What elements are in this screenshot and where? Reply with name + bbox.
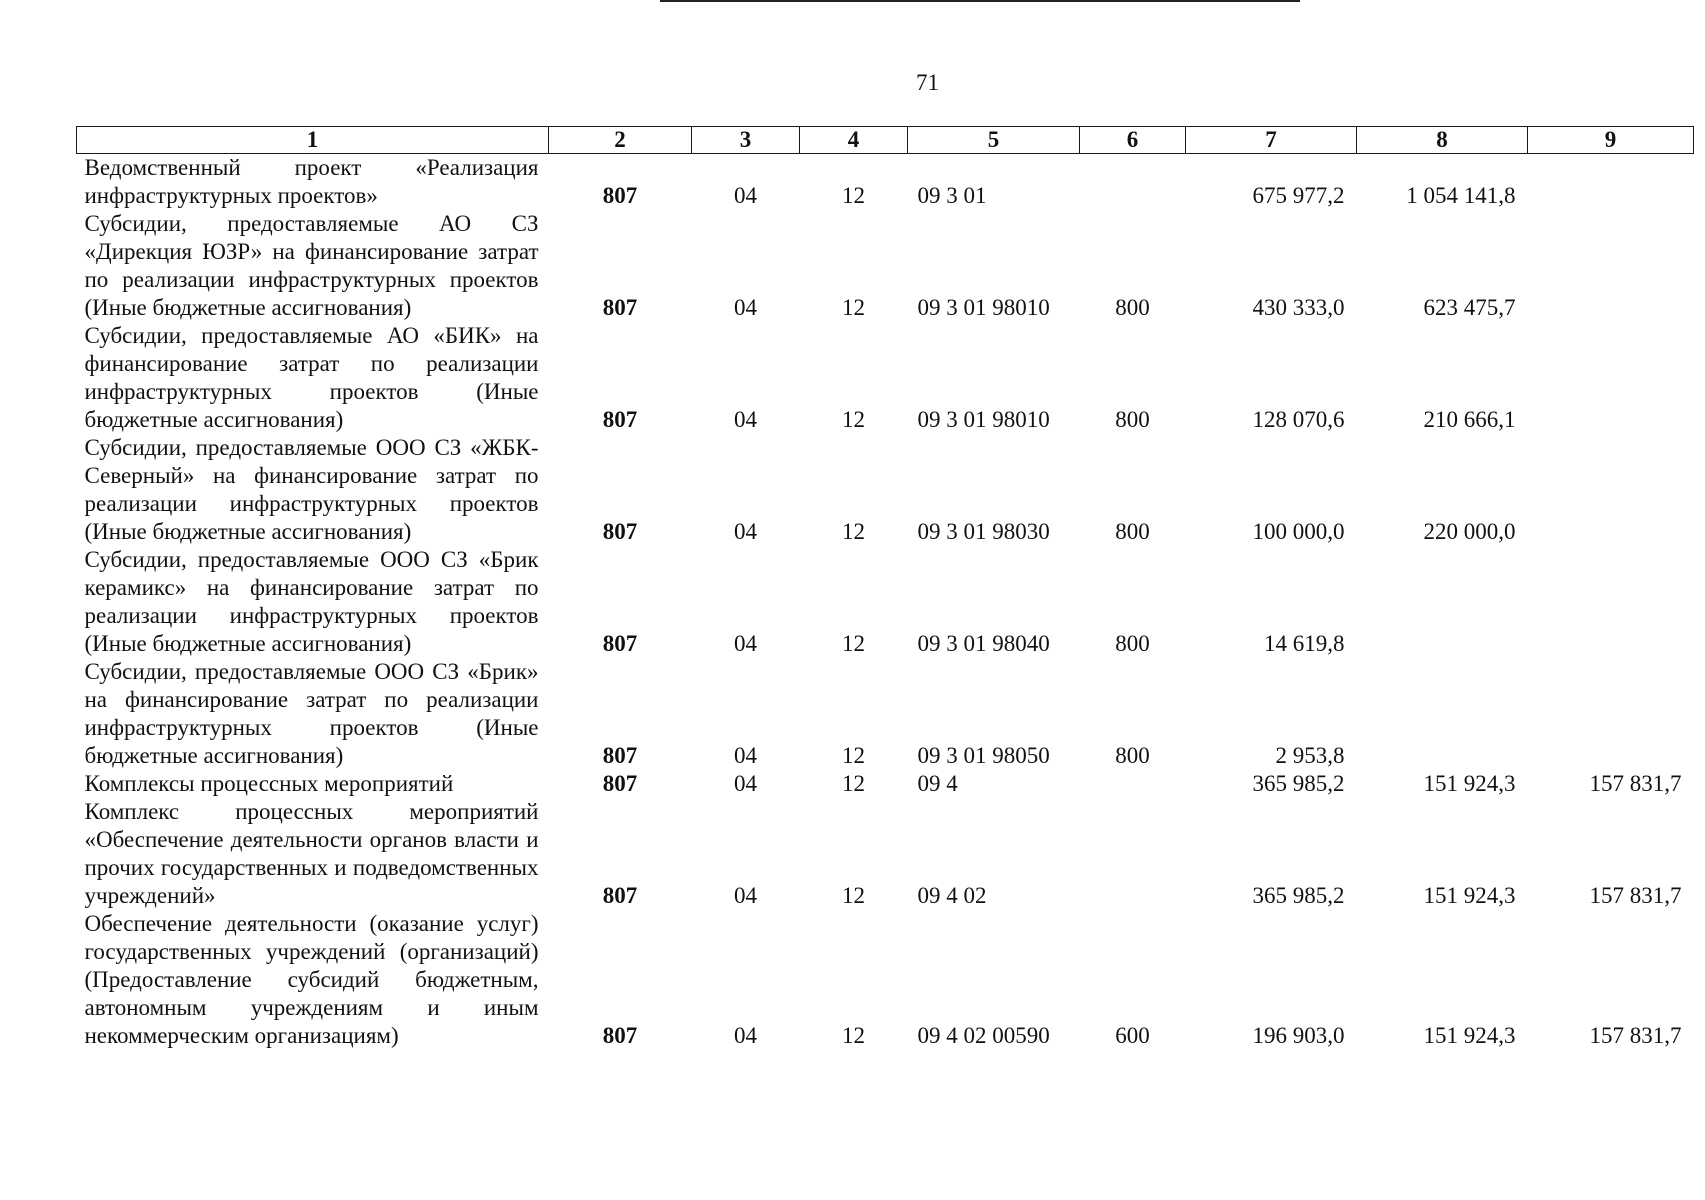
row-amount-1: 100 000,0	[1252, 519, 1345, 544]
row-amount-3	[1528, 322, 1694, 434]
row-rz: 04	[734, 407, 757, 432]
table-row	[77, 154, 1694, 211]
row-rz: 04	[734, 631, 757, 656]
row-amount-2	[1357, 658, 1528, 770]
row-amount-2: 151 924,3	[1423, 1023, 1516, 1048]
table-row	[77, 434, 1694, 546]
header-col-9: 9	[1528, 127, 1694, 154]
row-amount-1: 365 985,2	[1252, 883, 1345, 908]
row-csr: 09 3 01 98040	[917, 631, 1050, 656]
row-name: Субсидии, предоставляемые АО «БИК» на финансирование затрат по реализации инфраструктурных проектов (Иные бюджетные ассигнования)	[84, 323, 539, 432]
row-csr: 09 3 01	[917, 183, 987, 208]
row-csr: 09 3 01 98010	[917, 407, 1050, 432]
row-amount-2: 220 000,0	[1423, 519, 1516, 544]
row-pr: 12	[842, 743, 865, 768]
row-rz: 04	[734, 771, 757, 796]
row-amount-2: 151 924,3	[1423, 771, 1516, 796]
row-amount-3: 157 831,7	[1589, 1023, 1682, 1048]
row-amount-1: 14 619,8	[1264, 631, 1345, 656]
row-vr: 800	[1115, 631, 1150, 656]
row-amount-3	[1528, 658, 1694, 770]
top-scan-rule	[660, 0, 1300, 2]
row-amount-1: 430 333,0	[1252, 295, 1345, 320]
row-rz: 04	[734, 743, 757, 768]
row-vr: 800	[1115, 519, 1150, 544]
table-row	[77, 770, 1694, 798]
row-csr: 09 3 01 98030	[917, 519, 1050, 544]
row-amount-3	[1528, 210, 1694, 322]
row-pr: 12	[842, 519, 865, 544]
row-vr	[1080, 798, 1186, 910]
row-amount-3: 157 831,7	[1589, 771, 1682, 796]
header-col-2: 2	[549, 127, 692, 154]
row-rz: 04	[734, 295, 757, 320]
row-amount-3	[1528, 434, 1694, 546]
row-name: Обеспечение деятельности (оказание услуг) государственных учреждений (организаций) (Предоставление субсидий бюджетным, автономным учреждениям и иным некоммерческим организациям)	[84, 911, 539, 1048]
row-amount-3: 157 831,7	[1589, 883, 1682, 908]
row-glava: 807	[602, 631, 638, 656]
row-csr: 09 4 02 00590	[917, 1023, 1050, 1048]
table-row	[77, 910, 1694, 1050]
row-rz: 04	[734, 183, 757, 208]
table-row	[77, 798, 1694, 910]
row-amount-3	[1528, 154, 1694, 211]
row-vr: 800	[1115, 743, 1150, 768]
row-name: Комплекс процессных мероприятий «Обеспечение деятельности органов власти и прочих государственных и подведомственных учреждений»	[84, 799, 539, 908]
row-pr: 12	[842, 883, 865, 908]
row-pr: 12	[842, 295, 865, 320]
row-name: Субсидии, предоставляемые АО СЗ «Дирекция ЮЗР» на финансирование затрат по реализации инфраструктурных проектов (Иные бюджетные ассигнования)	[84, 211, 539, 320]
header-col-1: 1	[77, 127, 549, 154]
header-col-4: 4	[800, 127, 908, 154]
table-row	[77, 658, 1694, 770]
row-csr: 09 3 01 98010	[917, 295, 1050, 320]
row-csr: 09 4 02	[917, 883, 987, 908]
row-vr	[1080, 770, 1186, 798]
row-glava: 807	[602, 1023, 638, 1048]
header-col-7: 7	[1186, 127, 1357, 154]
row-amount-1: 2 953,8	[1275, 743, 1345, 768]
row-name: Субсидии, предоставляемые ООО СЗ «Брик» на финансирование затрат по реализации инфраструктурных проектов (Иные бюджетные ассигнования)	[84, 659, 539, 768]
budget-table	[76, 126, 1694, 1050]
row-amount-2: 623 475,7	[1423, 295, 1516, 320]
row-name: Комплексы процессных мероприятий	[84, 771, 454, 796]
row-vr: 600	[1115, 1023, 1150, 1048]
row-amount-2: 1 054 141,8	[1406, 183, 1516, 208]
row-name: Субсидии, предоставляемые ООО СЗ «ЖБК-Северный» на финансирование затрат по реализации инфраструктурных проектов (Иные бюджетные ассигнования)	[84, 435, 539, 544]
row-amount-2: 210 666,1	[1423, 407, 1516, 432]
row-amount-3	[1528, 546, 1694, 658]
row-vr	[1080, 154, 1186, 211]
row-vr: 800	[1115, 407, 1150, 432]
row-glava: 807	[602, 743, 638, 768]
row-glava: 807	[602, 771, 638, 796]
row-pr: 12	[842, 631, 865, 656]
table-row	[77, 210, 1694, 322]
row-glava: 807	[602, 183, 638, 208]
row-vr: 800	[1115, 295, 1150, 320]
row-amount-2	[1357, 546, 1528, 658]
row-pr: 12	[842, 407, 865, 432]
page-number: 71	[916, 70, 939, 95]
table-body	[77, 154, 1694, 1051]
table-row	[77, 546, 1694, 658]
row-amount-1: 128 070,6	[1252, 407, 1345, 432]
header-col-3: 3	[692, 127, 800, 154]
row-amount-1: 196 903,0	[1252, 1023, 1345, 1048]
row-rz: 04	[734, 519, 757, 544]
row-glava: 807	[602, 407, 638, 432]
row-amount-2: 151 924,3	[1423, 883, 1516, 908]
row-rz: 04	[734, 1023, 757, 1048]
header-row	[77, 127, 1694, 154]
row-glava: 807	[602, 519, 638, 544]
header-col-6: 6	[1080, 127, 1186, 154]
table-header	[77, 127, 1694, 154]
row-csr: 09 4	[917, 771, 958, 796]
row-pr: 12	[842, 183, 865, 208]
row-name: Ведомственный проект «Реализация инфраструктурных проектов»	[84, 155, 539, 208]
row-pr: 12	[842, 771, 865, 796]
row-amount-1: 365 985,2	[1252, 771, 1345, 796]
row-pr: 12	[842, 1023, 865, 1048]
table-row	[77, 322, 1694, 434]
row-glava: 807	[602, 295, 638, 320]
row-rz: 04	[734, 883, 757, 908]
header-col-5: 5	[908, 127, 1080, 154]
header-col-8: 8	[1357, 127, 1528, 154]
row-name: Субсидии, предоставляемые ООО СЗ «Брик керамикс» на финансирование затрат по реализации инфраструктурных проектов (Иные бюджетные ассигнования)	[84, 547, 539, 656]
row-glava: 807	[602, 883, 638, 908]
row-amount-1: 675 977,2	[1252, 183, 1345, 208]
row-csr: 09 3 01 98050	[917, 743, 1050, 768]
